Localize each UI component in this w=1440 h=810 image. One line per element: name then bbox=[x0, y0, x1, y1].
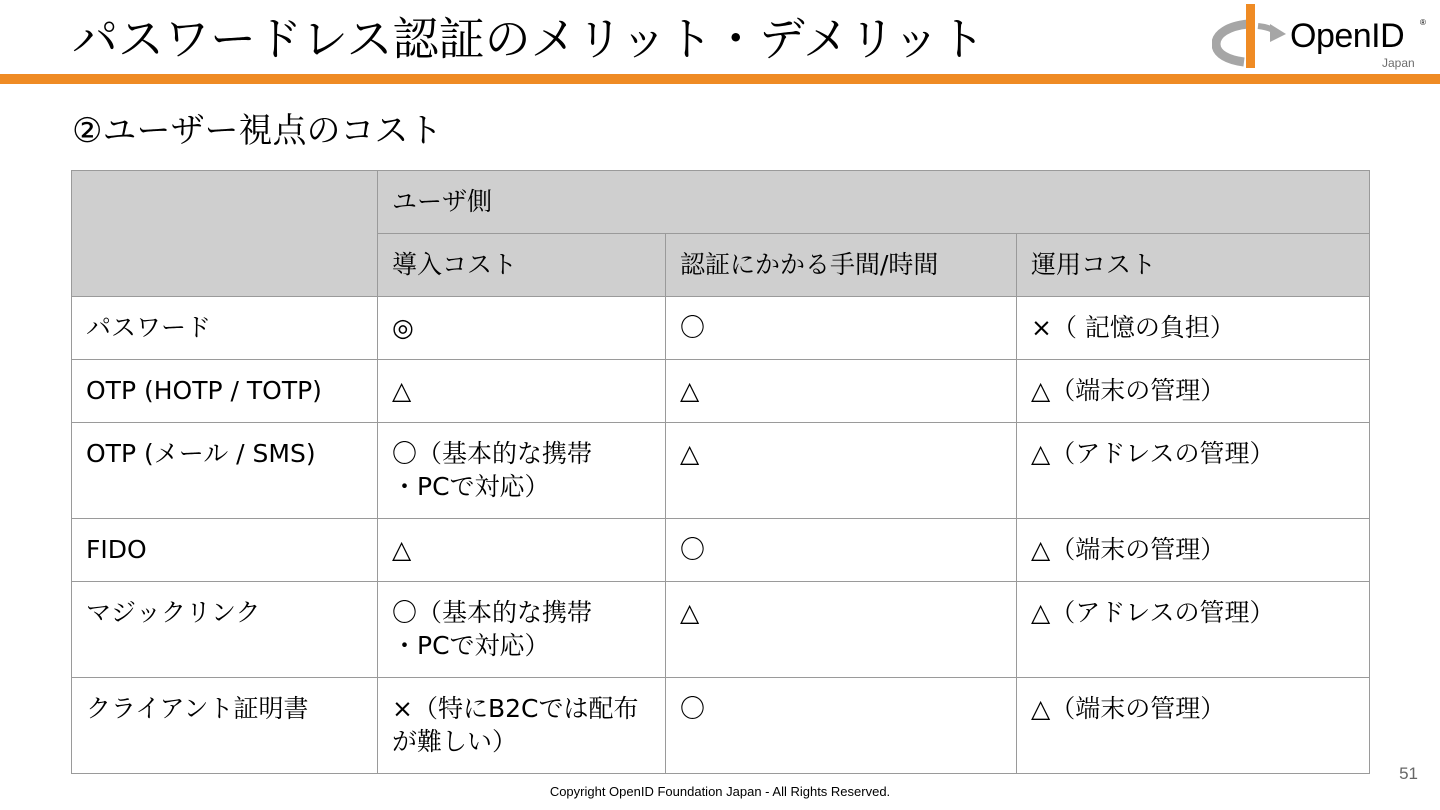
table-cell: △ bbox=[378, 519, 666, 582]
table-cell: △ bbox=[666, 423, 1017, 519]
table-row bbox=[72, 519, 1370, 582]
logo-registered-mark: ® bbox=[1420, 18, 1426, 27]
table-row bbox=[72, 297, 1370, 360]
row-method-label: クライアント証明書 bbox=[72, 678, 378, 774]
title-underline-bar bbox=[0, 74, 1440, 84]
group-header-user-side: ユーザ側 bbox=[378, 171, 1370, 234]
table-cell: △ bbox=[378, 360, 666, 423]
table-cell: ×（ 記憶の負担） bbox=[1017, 297, 1370, 360]
table-row bbox=[72, 582, 1370, 678]
table-cell: 〇（基本的な携帯 ・PCで対応） bbox=[378, 423, 666, 519]
table-cell: ◎ bbox=[378, 297, 666, 360]
column-header-operation-cost: 運用コスト bbox=[1017, 234, 1370, 297]
column-header-intro-cost: 導入コスト bbox=[378, 234, 666, 297]
table-cell: 〇 bbox=[666, 297, 1017, 360]
table-cell: ×（特にB2Cでは配布 が難しい） bbox=[378, 678, 666, 774]
row-method-label: マジックリンク bbox=[72, 582, 378, 678]
table-cell: △ bbox=[666, 360, 1017, 423]
table-header-row bbox=[72, 171, 1370, 234]
slide-title: パスワードレス認証のメリット・デメリット bbox=[72, 12, 986, 66]
row-method-label: FIDO bbox=[72, 519, 378, 582]
table-row bbox=[72, 678, 1370, 774]
table-cell: △（端末の管理） bbox=[1017, 360, 1370, 423]
copyright-footer: Copyright OpenID Foundation Japan - All Rights Reserved. bbox=[549, 784, 891, 799]
openid-swirl-icon bbox=[1212, 2, 1292, 72]
page-number: 51 bbox=[1399, 764, 1418, 783]
table-cell: △（アドレスの管理） bbox=[1017, 423, 1370, 519]
header-corner-cell bbox=[72, 171, 378, 297]
table-cell: 〇（基本的な携帯 ・PCで対応） bbox=[378, 582, 666, 678]
comparison-table bbox=[71, 170, 1370, 774]
row-method-label: OTP (HOTP / TOTP) bbox=[72, 360, 378, 423]
table-cell: △（端末の管理） bbox=[1017, 519, 1370, 582]
row-method-label: OTP (メール / SMS) bbox=[72, 423, 378, 519]
table-cell: 〇 bbox=[666, 678, 1017, 774]
table-row bbox=[72, 360, 1370, 423]
column-header-auth-effort: 認証にかかる手間/時間 bbox=[666, 234, 1017, 297]
table-cell: △（アドレスの管理） bbox=[1017, 582, 1370, 678]
table-cell: △ bbox=[666, 582, 1017, 678]
section-subtitle: ②ユーザー視点のコスト bbox=[72, 111, 443, 151]
logo-subtext: Japan bbox=[1382, 56, 1415, 70]
table-cell: △（端末の管理） bbox=[1017, 678, 1370, 774]
openid-logo bbox=[1212, 2, 1434, 72]
row-method-label: パスワード bbox=[72, 297, 378, 360]
table-row bbox=[72, 423, 1370, 519]
logo-wordmark: OpenID bbox=[1290, 17, 1405, 55]
table-cell: 〇 bbox=[666, 519, 1017, 582]
